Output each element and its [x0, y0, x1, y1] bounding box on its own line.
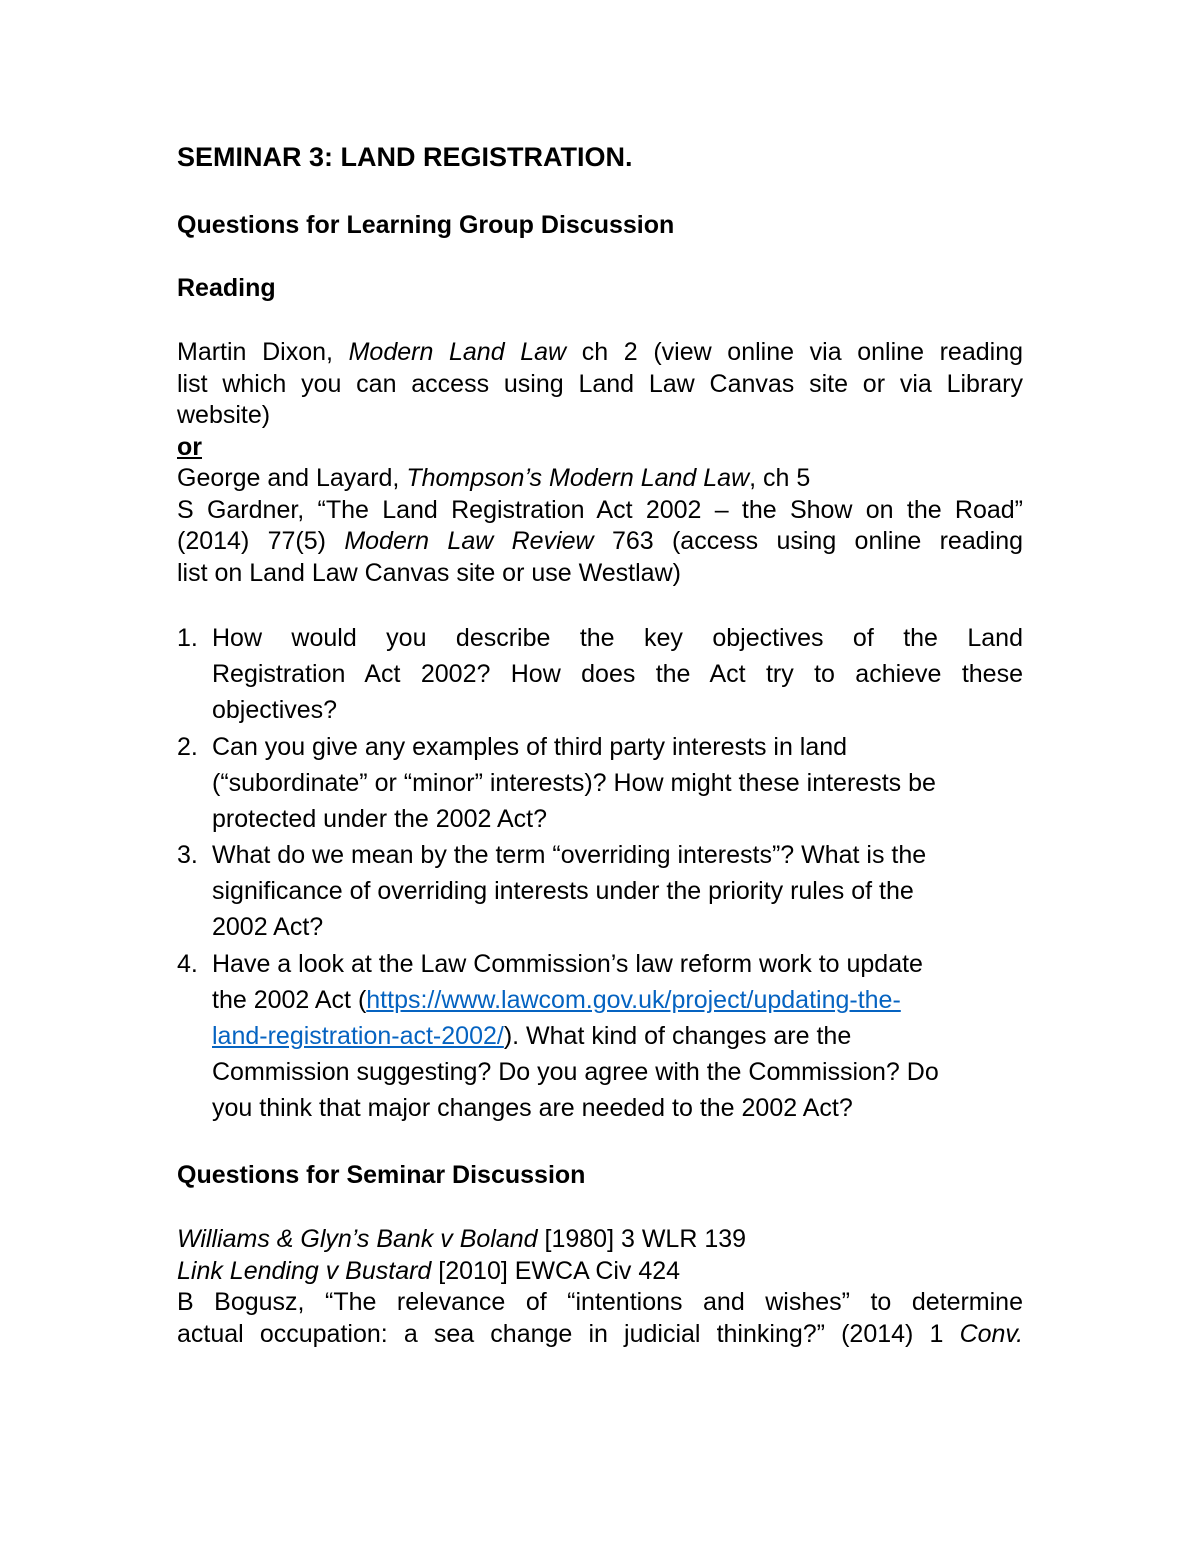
reading-dixon-line-1: Martin Dixon, Modern Land Law ch 2 (view online via online reading: [177, 338, 1023, 366]
question-number: 3.: [177, 841, 198, 869]
law-commission-link[interactable]: https://www.lawcom.gov.uk/project/updating-the-: [366, 986, 901, 1014]
boland-case: Williams & Glyn’s Bank v Boland [1980] 3 WLR 139: [177, 1225, 747, 1253]
reading-gardner-line-1: S Gardner, “The Land Registration Act 2002 – the Show on the Road”: [177, 495, 1023, 524]
question-number: 4.: [177, 950, 198, 978]
reading-dixon-line-2: list which you can access using Land Law Canvas site or via Library: [177, 369, 1023, 398]
or-separator: or: [177, 432, 202, 461]
seminar-reading-list: [177, 1224, 1023, 1350]
learning-group-heading: Questions for Learning Group Discussion: [177, 211, 675, 239]
george-book-title: Thompson’s Modern Land Law: [406, 464, 750, 492]
reading-george-line: George and Layard, Thompson’s Modern Land Law, ch 5: [177, 464, 811, 492]
link-lending-case: Link Lending v Bustard [2010] EWCA Civ 424: [177, 1256, 681, 1285]
law-commission-link-continued[interactable]: land-registration-act-2002/: [212, 1022, 504, 1050]
question-number: 1.: [177, 624, 198, 652]
question-number: 2.: [177, 733, 198, 761]
reading-list: [177, 337, 1023, 589]
reading-gardner-line-3: list on Land Law Canvas site or use Westlaw): [177, 558, 681, 587]
gardner-journal: Modern Law Review: [344, 527, 594, 555]
reading-dixon-line-3: website): [177, 401, 271, 429]
page-title: SEMINAR 3: LAND REGISTRATION.: [177, 142, 633, 172]
reading-heading: Reading: [177, 274, 276, 302]
reading-gardner-line-2: (2014) 77(5) Modern Law Review 763 (access using online reading: [177, 527, 1024, 555]
bogusz-journal: Conv.: [959, 1319, 1024, 1348]
seminar-discussion-heading: Questions for Seminar Discussion: [177, 1161, 586, 1189]
bogusz-line-1: B Bogusz, “The relevance of “intentions and wishes” to determine: [177, 1288, 1023, 1316]
dixon-book-title: Modern Land Law: [348, 338, 567, 366]
bogusz-line-2: actual occupation: a sea change in judicial thinking?” (2014) 1 Conv.: [177, 1319, 1024, 1348]
